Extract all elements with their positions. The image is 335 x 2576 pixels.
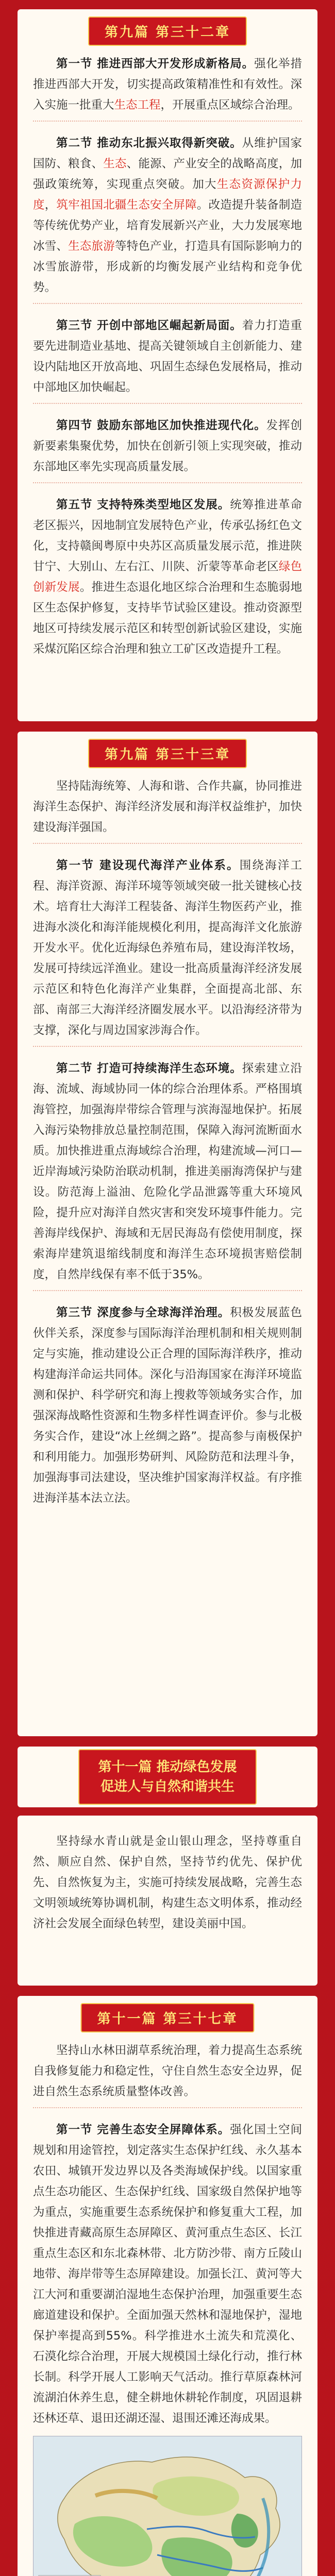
section-tag: 第九篇 第三十二章	[88, 16, 247, 46]
part-eleven-banner	[18, 1747, 317, 1807]
paragraph-divider	[33, 2107, 302, 2108]
paragraph	[33, 1302, 302, 1509]
paragraph	[33, 495, 302, 659]
section-heading: 第一节 推进西部大开发形成新格局。	[56, 57, 255, 71]
section-tag: 第十一篇 第三十七章	[80, 2003, 254, 2032]
section-heading: 第一节 完善生态安全屏障体系。	[56, 2123, 230, 2137]
paragraph	[33, 776, 302, 838]
paragraph	[33, 315, 302, 398]
part-eleven-title-line-2: 促进人与自然和谐共生	[100, 1779, 234, 1794]
body-text: 探索建立沿海、流域、海域协同一体的综合治理体系。严格围填海管控，加强海岸带综合管理与滨海湿地保护。拓展入海污染物排放总量控制范围，保障入海河流断面水质。加快推进重点海域综合治理，构建流域—河口—近岸海域污染防治联动机制，推进美丽海湾保护与建设。防范海上溢油、危险化学品泄露等重大环境风险，提升应对海洋自然灾害和突发环境事件能力。完善海岸线保护、海域和无居民海岛有偿使用制度，探索海岸建筑退缩线制度和海洋生态环境损害赔偿制度，自然岸线保有率不低于35%。	[33, 1062, 302, 1281]
paragraph	[33, 1831, 302, 1934]
body-text: 发挥创新要素集聚优势，加快在创新引领上实现突破，推动东部地区率先实现高质量发展。	[33, 419, 302, 473]
body-text: 。改造提升装备制造等传统优势产业，培育发展新兴产业，大力发展寒地冰雪、	[33, 198, 302, 253]
section-card-chapter-37	[18, 1996, 317, 2576]
ecological-map	[33, 2436, 302, 2576]
paragraph-divider	[33, 403, 302, 404]
body-text: 强化国土空间规划和用途管控，划定落实生态保护红线、永久基本农田、城镇开发边界以及各类海域保护线。以国家重点生态功能区、生态保护红线、国家级自然保护地等为重点，实施重要生态系统保护和修复重大工程，加快推进青藏高原生态屏障区、黄河重点生态区、长江重点生态区和东北森林带、北方防沙带、南方丘陵山地带、海岸带等生态屏障建设。加强长江、黄河等大江大河和重要湖泊湿地生态保护治理，加强重要生态廊道建设和保护。全面加强天然林和湿地保护，湿地保护率提高到55%。科学推进水土流失和荒漠化、石漠化综合治理，开展大规模国土绿化行动，推行林长制。科学开展人工影响天气活动。推行草原森林河流湖泊休养生息，健全耕地休耕轮作制度，巩固退耕还林还草、退田还湖还湿、退围还滩还海成果。	[33, 2123, 302, 2425]
body-text: 、能源、产业安全的战略高度，加强政策统筹，实现重点突破。加大	[33, 157, 302, 191]
body-text: 坚持绿水青山就是金山银山理念，坚持尊重自然、顺应自然、保护自然，坚持节约优先、保护优先、自然恢复为主，实施可持续发展战略，完善生态文明领域统筹协调机制，构建生态文明体系，推动经济社会发展全面绿色转型，建设美丽中国。	[33, 1835, 302, 1930]
part-eleven-title	[78, 1749, 256, 1805]
section-heading: 第一节 建设现代海洋产业体系。	[56, 859, 240, 872]
highlighted-text: 生态资源保护力度	[33, 178, 302, 212]
section-tag: 第九篇 第三十三章	[88, 739, 247, 768]
section-body	[33, 54, 302, 659]
body-text: 等特色产业，打造具有国际影响力的冰雪旅游带，形成新的均衡发展产业结构和竞争优势。	[33, 240, 302, 294]
body-text: 从维护国家国防、粮食、	[33, 137, 302, 171]
section-card-part-eleven-intro	[18, 1816, 317, 1986]
body-text: 统筹推进革命老区振兴，因地制宜发展特色产业，传承弘扬红色文化，支持赣闽粤原中央苏区高质量发展示范，推进陕甘宁、大别山、左右江、川陕、沂蒙等革命老区	[33, 498, 302, 573]
paragraph	[33, 855, 302, 1041]
paragraph-divider	[33, 482, 302, 483]
paragraph	[33, 133, 302, 298]
paragraph-divider	[33, 121, 302, 122]
body-text: 坚持山水林田湖草系统治理，着力提高生态系统自我修复能力和稳定性，守住自然生态安全边界，促进自然生态系统质量整体改善。	[33, 2044, 302, 2098]
body-text: ，开展重点区域综合治理。	[160, 98, 300, 112]
body-text: 坚持陆海统筹、人海和谐、合作共赢，协同推进海洋生态保护、海洋经济发展和海洋权益维护，加快建设海洋强国。	[33, 779, 302, 834]
section-heading: 第四节 鼓励东部地区加快推进现代化。	[56, 419, 266, 432]
paragraph	[33, 2120, 302, 2429]
paragraph	[33, 2040, 302, 2102]
body-text: 着力打造重要先进制造业基地、提高关键领域自主创新能力、建设内陆地区开放高地、巩固生态绿色发展格局，推动中部地区加快崛起。	[33, 319, 302, 394]
paragraph	[33, 415, 302, 477]
paragraph-divider	[33, 1046, 302, 1047]
highlighted-text: 生态旅游	[68, 240, 115, 253]
section-body	[33, 1831, 302, 1934]
section-card-chapter-33	[18, 732, 317, 1736]
section-body	[33, 2040, 302, 2429]
section-heading: 第二节 打造可持续海洋生态环境。	[56, 1062, 242, 1075]
section-body	[33, 776, 302, 1509]
body-text: 围绕海洋工程、海洋资源、海洋环境等领域突破一批关键核心技术。培育壮大海洋工程装备、海洋生物医药产业，推进海水淡化和海洋能规模化利用，提高海洋文化旅游开发水平。优化近海绿色养殖布局，建设海洋牧场，发展可持续远洋渔业。建设一批高质量海洋经济发展示范区和特色化海洋产业集群，全面提高北部、东部、南部三大海洋经济圈发展水平。以沿海经济带为支撑，深化与周边国家涉海合作。	[33, 859, 302, 1037]
section-heading: 第二节 推动东北振兴取得新突破。	[56, 137, 242, 150]
section-heading: 第三节 深度参与全球海洋治理。	[56, 1306, 230, 1319]
highlighted-text: 生态	[103, 157, 127, 171]
paragraph	[33, 1058, 302, 1285]
highlighted-text: 生态工程	[114, 98, 161, 112]
body-text: ，	[44, 198, 57, 212]
part-eleven-title-line-1: 第十一篇 推动绿色发展	[98, 1759, 237, 1775]
section-heading: 第三节 开创中部地区崛起新局面。	[56, 319, 242, 332]
china-map-illustration	[34, 2436, 301, 2576]
paragraph-divider	[33, 303, 302, 304]
body-text: 积极发展蓝色伙伴关系，深度参与国际海洋治理机制和相关规则制定与实施，推动建设公正合理的国际海洋秩序，推动构建海洋命运共同体。深化与沿海国家在海洋环境监测和保护、科学研究和海上搜救等领域务实合作，加强深海战略性资源和生物多样性调查评价。参与北极务实合作，建设“冰上丝绸之路”。提高参与南极保护和利用能力。加强形势研判、风险防范和法理斗争，加强海事司法建设，坚决维护国家海洋权益。有序推进海洋基本法立法。	[33, 1306, 302, 1505]
section-card-chapter-32	[18, 9, 317, 721]
paragraph-divider	[33, 1290, 302, 1291]
highlighted-text: 绿色创新发展	[33, 560, 302, 594]
paragraph	[33, 54, 302, 115]
paragraph-divider	[33, 843, 302, 844]
section-heading: 第五节 支持特殊类型地区发展。	[56, 498, 230, 512]
highlighted-text: 筑牢祖国北疆生态安全屏障	[56, 198, 197, 212]
body-text: 强化举措推进西部大开发，切实提高政策精准性和有效性。深入实施一批重大	[33, 57, 302, 112]
body-text: 。推进生态退化地区综合治理和生态脆弱地区生态保护修复，支持毕节试验区建设。推动资源型地区可持续发展示范区和转型创新试验区建设，实施采煤沉陷区综合治理和独立工矿区改造提升工程。	[33, 581, 302, 656]
